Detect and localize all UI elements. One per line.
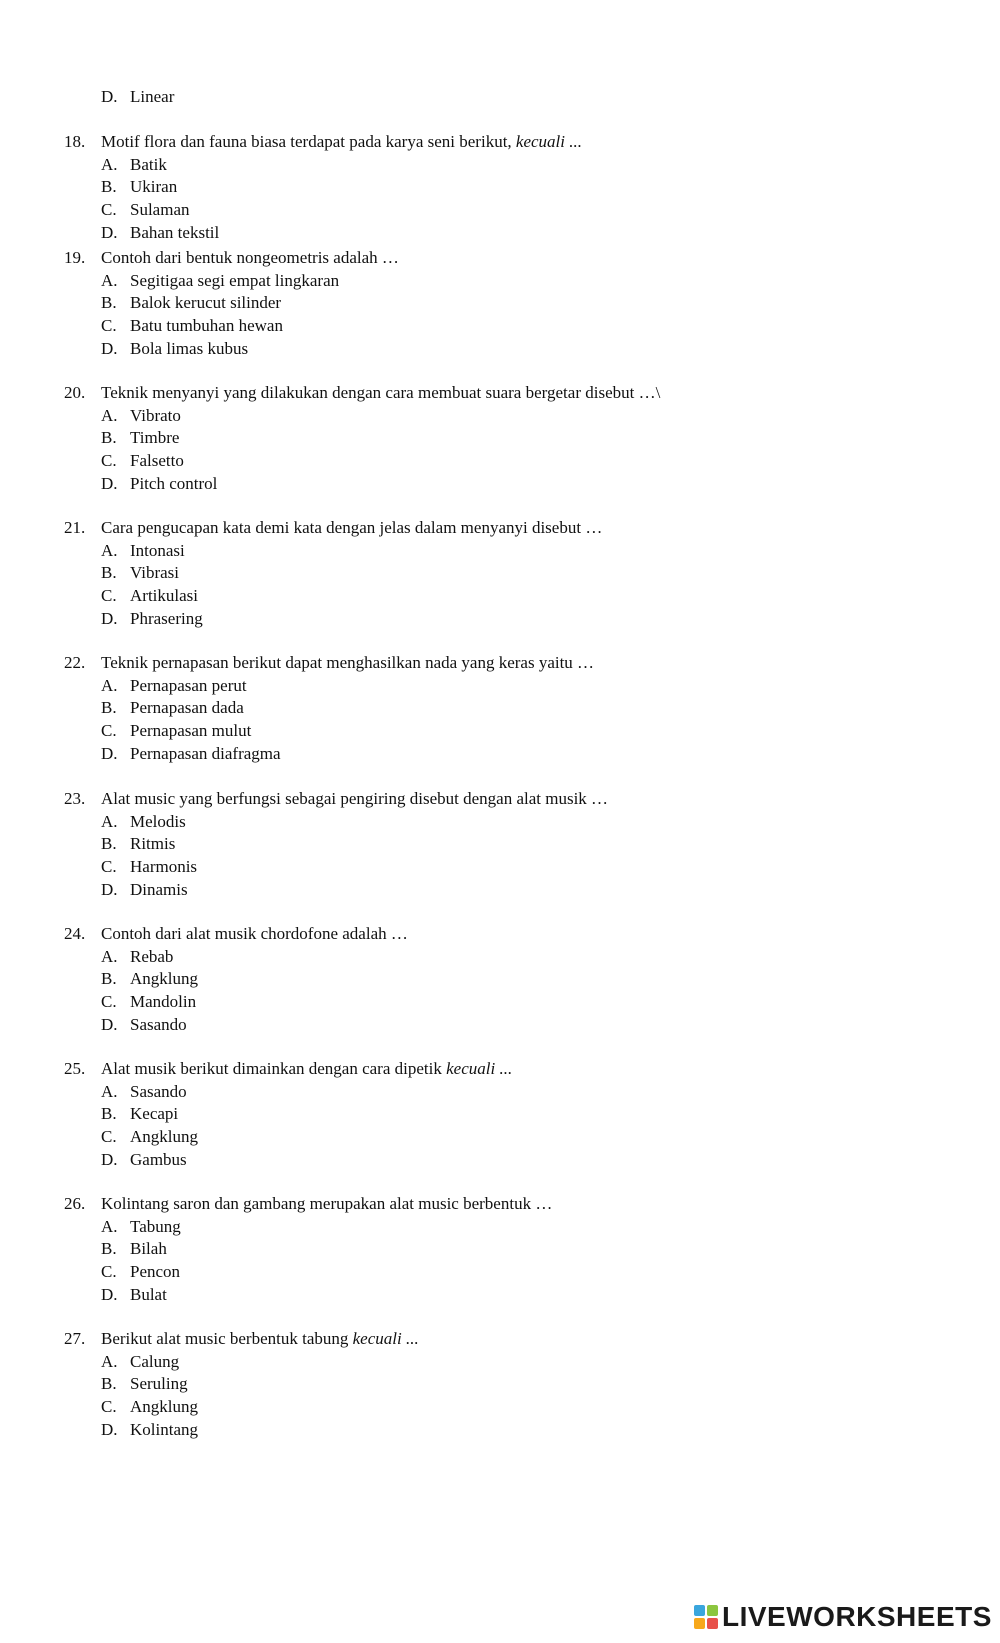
option-text: Rebab xyxy=(130,946,174,966)
question-text xyxy=(101,788,608,810)
option-text: Bulat xyxy=(130,1284,167,1304)
option-letter: C. xyxy=(101,200,117,220)
question-text xyxy=(101,247,399,269)
liveworksheets-logo xyxy=(694,1600,992,1634)
option-letter: B. xyxy=(101,1374,117,1394)
option-letter: B. xyxy=(101,563,117,583)
question-text-plain: Contoh dari alat musik chordofone adalah … xyxy=(101,924,408,943)
option-letter: D. xyxy=(101,879,118,899)
option-text: Calung xyxy=(130,1351,180,1371)
option-letter: C. xyxy=(101,1397,117,1417)
option-letter: B. xyxy=(101,177,117,197)
option-text: Angklung xyxy=(130,1127,198,1147)
option-text: Sasando xyxy=(130,1014,187,1034)
question-text-italic: kecuali ... xyxy=(515,132,583,151)
logo-text: LIVEWORKSHEETS xyxy=(722,1601,992,1632)
question-text xyxy=(101,652,594,674)
option-letter: A. xyxy=(101,1351,118,1371)
option-text: Balok kerucut silinder xyxy=(130,293,282,313)
option-letter: C. xyxy=(101,992,117,1012)
question-text-plain: Alat musik berikut dimainkan dengan cara dipetik xyxy=(101,1059,447,1078)
option-letter: C. xyxy=(101,721,117,741)
option-text: Ritmis xyxy=(130,834,176,854)
option-text: Linear xyxy=(130,87,175,106)
option-letter: D. xyxy=(101,1419,118,1439)
question-number: 25. xyxy=(64,1059,86,1078)
option-letter: A. xyxy=(101,946,118,966)
option-letter: A. xyxy=(101,540,118,560)
question-text xyxy=(101,1193,552,1215)
option-letter: D. xyxy=(101,1014,118,1034)
option-text: Phrasering xyxy=(130,608,203,628)
question-text-italic: kecuali ... xyxy=(446,1059,513,1078)
option-letter: C. xyxy=(101,1127,117,1147)
option-text: Sasando xyxy=(130,1081,187,1101)
option-text: Pernapasan perut xyxy=(130,675,247,695)
option-text: Angklung xyxy=(130,969,198,989)
option-text: Pitch control xyxy=(130,473,218,493)
question-number: 21. xyxy=(64,518,86,537)
option-text: Segitigaa segi empat lingkaran xyxy=(130,270,340,290)
option-text: Batu tumbuhan hewan xyxy=(130,316,283,336)
question-number: 23. xyxy=(64,789,86,808)
option-letter: D. xyxy=(101,608,118,628)
option-text: Bola limas kubus xyxy=(130,338,249,358)
option-letter: D. xyxy=(101,743,118,763)
option-text: Intonasi xyxy=(130,540,185,560)
option-letter: D. xyxy=(101,1284,118,1304)
option-letter: A. xyxy=(101,1216,118,1236)
question-text-plain: Contoh dari bentuk nongeometris adalah … xyxy=(101,248,399,267)
question-text-plain: Berikut alat music berbentuk tabung xyxy=(101,1329,353,1348)
question-number: 22. xyxy=(64,653,86,672)
option-text: Pernapasan diafragma xyxy=(130,743,281,763)
question-text xyxy=(101,382,660,404)
question-text-plain: Motif flora dan fauna biasa terdapat pada karya seni berikut, xyxy=(101,132,516,151)
option-letter: B. xyxy=(101,698,117,718)
option-letter: B. xyxy=(101,969,117,989)
option-text: Ukiran xyxy=(130,177,178,197)
option-text: Vibrasi xyxy=(130,563,180,583)
option-letter: A. xyxy=(101,1081,118,1101)
option-letter: A. xyxy=(101,270,118,290)
option-text: Gambus xyxy=(130,1149,187,1169)
question-number: 24. xyxy=(64,924,86,943)
option-letter: D. xyxy=(101,1149,118,1169)
option-text: Bahan tekstil xyxy=(130,222,220,242)
option-text: Pencon xyxy=(130,1262,181,1282)
option-letter: D. xyxy=(101,222,118,242)
option-letter: D. xyxy=(101,87,118,106)
question-text-plain: Teknik menyanyi yang dilakukan dengan cara membuat suara bergetar disebut …\ xyxy=(101,383,661,402)
option-letter: C. xyxy=(101,451,117,471)
option-text: Timbre xyxy=(130,428,180,448)
question-number: 27. xyxy=(64,1329,86,1348)
question-text-plain: Teknik pernapasan berikut dapat menghasilkan nada yang keras yaitu … xyxy=(101,653,595,672)
option-text: Dinamis xyxy=(130,879,188,899)
option-letter: A. xyxy=(101,675,118,695)
option-letter: C. xyxy=(101,586,117,606)
option-letter: B. xyxy=(101,834,117,854)
option-letter: B. xyxy=(101,293,117,313)
option-text: Melodis xyxy=(130,811,186,831)
option-text: Seruling xyxy=(130,1374,188,1394)
question-text-italic: kecuali ... xyxy=(352,1329,419,1348)
option-text: Sulaman xyxy=(130,200,190,220)
option-text: Artikulasi xyxy=(130,586,198,606)
question-text xyxy=(101,517,602,539)
option-letter: B. xyxy=(101,1104,117,1124)
option-text: Falsetto xyxy=(130,451,184,471)
option-text: Mandolin xyxy=(130,992,197,1012)
option-letter: C. xyxy=(101,316,117,336)
option-letter: A. xyxy=(101,811,118,831)
question-text xyxy=(101,923,408,945)
option-letter: A. xyxy=(101,154,118,174)
option-text: Kolintang xyxy=(130,1419,198,1439)
option-letter: C. xyxy=(101,857,117,877)
option-text: Angklung xyxy=(130,1397,198,1417)
question-text xyxy=(101,131,582,153)
option-letter: D. xyxy=(101,473,118,493)
option-text: Bilah xyxy=(130,1239,167,1259)
option-text: Harmonis xyxy=(130,857,198,877)
option-letter: A. xyxy=(101,405,118,425)
option-text: Pernapasan dada xyxy=(130,698,244,718)
question-number: 26. xyxy=(64,1194,86,1213)
question-number: 19. xyxy=(64,248,86,267)
option-text: Kecapi xyxy=(130,1104,179,1124)
question-text xyxy=(101,1328,419,1350)
question-text-plain: Cara pengucapan kata demi kata dengan jelas dalam menyanyi disebut … xyxy=(101,518,603,537)
question-number: 18. xyxy=(64,132,86,151)
option-text: Pernapasan mulut xyxy=(130,721,252,741)
question-number: 20. xyxy=(64,383,86,402)
option-letter: C. xyxy=(101,1262,117,1282)
option-letter: B. xyxy=(101,428,117,448)
option-letter: B. xyxy=(101,1239,117,1259)
option-text: Tabung xyxy=(130,1216,181,1236)
option-text: Vibrato xyxy=(130,405,181,425)
question-text xyxy=(101,1058,512,1080)
option-text: Batik xyxy=(130,154,167,174)
question-text-plain: Kolintang saron dan gambang merupakan alat music berbentuk … xyxy=(101,1194,553,1213)
liveworksheets-logo-icon xyxy=(694,1605,718,1629)
question-text-plain: Alat music yang berfungsi sebagai pengiring disebut dengan alat musik … xyxy=(101,789,609,808)
option-letter: D. xyxy=(101,338,118,358)
